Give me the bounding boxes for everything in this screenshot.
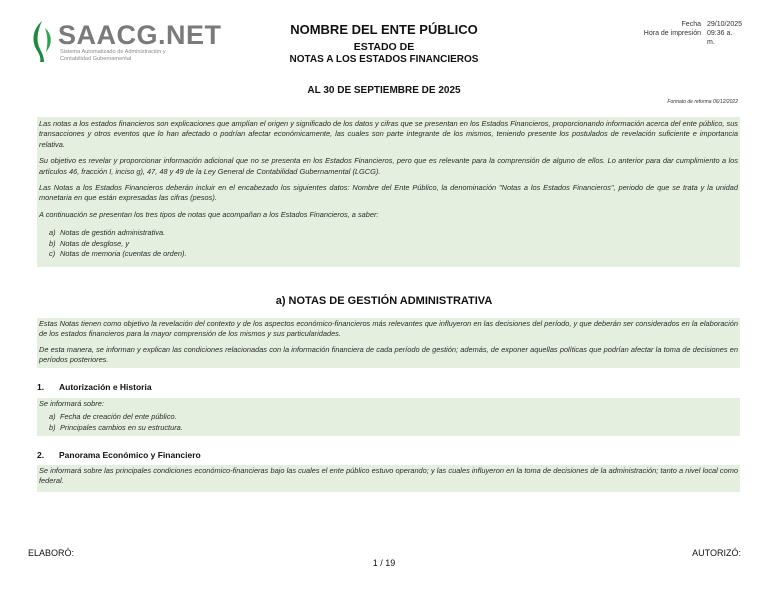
reform-note: Formato de reforma 06/12/2022 (667, 99, 738, 105)
date-label: Fecha (681, 21, 701, 28)
intro-paragraph: Las Notas a los Estados Financieros deberán incluir en el encabezado los siguientes datos: Nombre del Ente Público, la denominación "Notas a los Estados Financieros", periodo de que se trata y la unidad monetaria en que están expresadas las cifras (pesos). (39, 183, 738, 203)
period-title: AL 30 DE SEPTIEMBRE DE 2025 (307, 85, 461, 96)
section-a-paragraph: Estas Notas tienen como objetivo la revelación del contexto y de los aspectos económico-financieros más relevantes que influyeron en las decisiones del período, y que deberán ser considerados en la elaboración de los estados financieros para la mayor comprensión de los mismos y sus particularidades. (39, 319, 738, 339)
page-number: 1 / 19 (372, 558, 396, 568)
entity-name: NOMBRE DEL ENTE PÚBLICO (290, 22, 478, 37)
print-time-label: Hora de impresión (643, 30, 701, 37)
subsection-1-title: 1. Autorización e Historia (37, 382, 152, 392)
autorizo-label: AUTORIZÓ: (692, 548, 741, 558)
intro-block (37, 117, 740, 267)
intro-paragraph: A continuación se presentan los tres tipos de notas que acompañan a los Estados Financieros, a saber: (39, 209, 379, 219)
intro-paragraph: Las notas a los estados financieros son explicaciones que amplían el origen y significado de los datos y cifras que se presentan en los Estados Financieros, proporcionando información acerca del ente público, sus transacciones y otros eventos que lo han afectado o podrían afectar económicamente, las cuales son parte integrante de los mismos, teniendo presente los postulados de revelación suficiente e importancia relativa. (39, 119, 738, 149)
list-item: c) Notas de memoria (cuentas de orden). (49, 249, 187, 259)
intro-paragraph: Su objetivo es revelar y proporcionar información adicional que no se presenta en los Estados Financieros, pero que es relevante para la comprensión de alguno de ellos. Lo anterior para dar cumplimiento a los artículos 46, fracción I, inciso g), 47, 48 y 49 de la Ley General de Contabilidad Gubernamental (LGCG). (39, 156, 738, 176)
date-value: 29/10/2025 (707, 21, 743, 28)
subsection-1-block (37, 398, 740, 436)
list-item: a) Notas de gestión administrativa. (49, 228, 166, 238)
elaboro-label: ELABORÓ: (28, 548, 75, 558)
section-a-paragraph: De esta manera, se informan y explican las condiciones relacionadas con la información financiera de cada período de gestión; además, de exponer aquellas políticas que podrían afectar la toma de decisiones en períodos posteriores. (39, 344, 738, 365)
notes-title: NOTAS A LOS ESTADOS FINANCIEROS (289, 54, 479, 65)
subsection-2-block (37, 465, 740, 492)
list-item: b) Notas de desglose, y (49, 238, 130, 248)
logo-subtitle: Sistema Automatizado de Administración y Contabilidad Gubernamental (60, 49, 166, 62)
subsection-2-title: 2. Panorama Económico y Financiero (37, 450, 201, 460)
section-a-block (37, 318, 740, 368)
print-metadata (644, 20, 741, 47)
section-a-title: a) NOTAS DE GESTIÓN ADMINISTRATIVA (275, 295, 493, 307)
subsection-1-lead: Se informará sobre: (39, 399, 104, 408)
print-time-value: 09:36 a. m. (707, 30, 733, 46)
list-item: a) Fecha de creación del ente público. (49, 412, 177, 422)
note-types-list (39, 228, 738, 260)
logo-wordmark: SAACG.NET (58, 20, 222, 50)
subsection-1-list (39, 412, 738, 433)
statement-label: ESTADO DE (353, 41, 415, 53)
subsection-2-paragraph: Se informará sobre las principales condiciones económico-financieras bajo las cuales el ente público estuvo operando; y las cuales influyeron en la toma de decisiones de la administración; tanto a nivel local como federal. (39, 466, 738, 486)
list-item: b) Principales cambios en su estructura. (49, 423, 183, 432)
